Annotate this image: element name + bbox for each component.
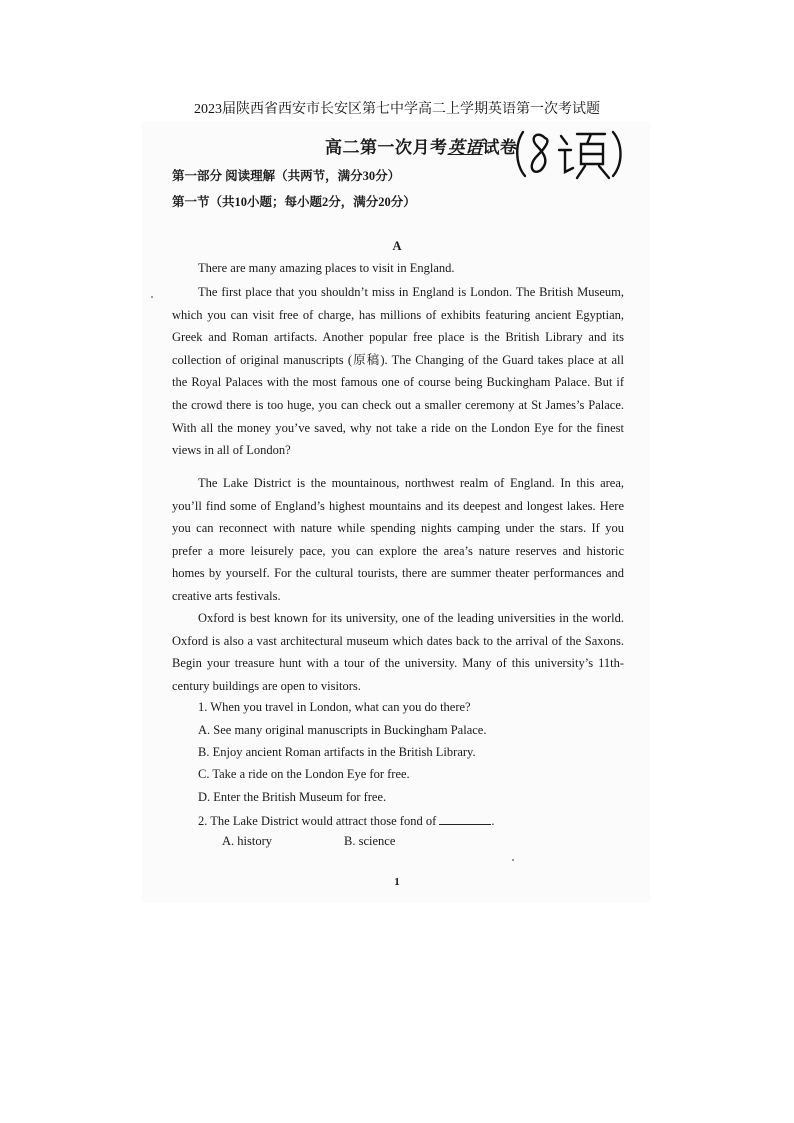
page-number: 1: [394, 876, 400, 888]
question-1-option-c: C. Take a ride on the London Eye for free.: [198, 767, 410, 781]
question-2-option-a: A. history: [222, 834, 272, 848]
answer-blank: [439, 812, 491, 825]
paragraph-intro: There are many amazing places to visit in England.: [198, 261, 455, 275]
exam-title-suffix: 试卷: [482, 138, 518, 157]
question-1-stem: 1. When you travel in London, what can you do there?: [198, 700, 471, 714]
question-2-stem-text: 2. The Lake District would attract those fond of: [198, 814, 437, 828]
question-2-stem: [198, 812, 495, 829]
section-one-heading: 第一节（共10小题；每小题2分，满分20分）: [172, 195, 416, 209]
question-2-option-b: B. science: [344, 834, 396, 848]
question-1-option-d: D. Enter the British Museum for free.: [198, 790, 387, 804]
handwritten-page-count-icon: [515, 124, 625, 182]
paragraph-london: The first place that you shouldn’t miss in England is London. The British Museum, which you can visit free of charge, has millions of exhibits featuring ancient Egyptian, Greek and Roman artifacts. Another popular free place is the British Library and its collection of original manuscripts (原稿). The Changing of the Guard takes place at all the Royal Palaces with the most famous one of course being Buckingham Palace. But if the crowd there is too huge, you can check out a smaller ceremony at St James’s Palace. With all the money you’ve saved, why not take a ride on the London Eye for the finest views in all of London?: [172, 285, 624, 458]
part-one-heading: 第一部分 阅读理解（共两节，满分30分）: [172, 169, 401, 183]
document-header: 2023届陕西省西安市长安区第七中学高二上学期英语第一次考试题: [194, 102, 600, 117]
exam-title-prefix: 高二第一次月考: [325, 138, 448, 157]
scan-speck: [512, 859, 514, 861]
question-1-option-b: B. Enjoy ancient Roman artifacts in the British Library.: [198, 745, 476, 759]
paragraph-oxford: Oxford is best known for its university, one of the leading universities in the world. Oxford is also a vast architectural museum which dates back to the arrival of the Saxons. Begin your treasure hunt with a tour of the university. Many of this university’s 11th-century buildings are open to visitors.: [172, 611, 624, 693]
exam-title: [325, 133, 518, 158]
question-2-stem-end: .: [491, 814, 495, 828]
paragraph-lake-district: The Lake District is the mountainous, northwest realm of England. In this area, you’ll find some of England’s highest mountains and its deepest and longest lakes. Here you can reconnect with nature while spending nights camping under the stars. If you prefer a more leisurely pace, you can explore the area’s nature reserves and historic homes by yourself. For the cultural tourists, there are summer theater performances and creative arts festivals.: [172, 476, 624, 603]
scan-speck: [151, 296, 153, 298]
passage-label: A: [392, 239, 402, 253]
question-1-option-a: A. See many original manuscripts in Buckingham Palace.: [198, 723, 487, 737]
exam-title-subject: 英语: [447, 138, 483, 157]
